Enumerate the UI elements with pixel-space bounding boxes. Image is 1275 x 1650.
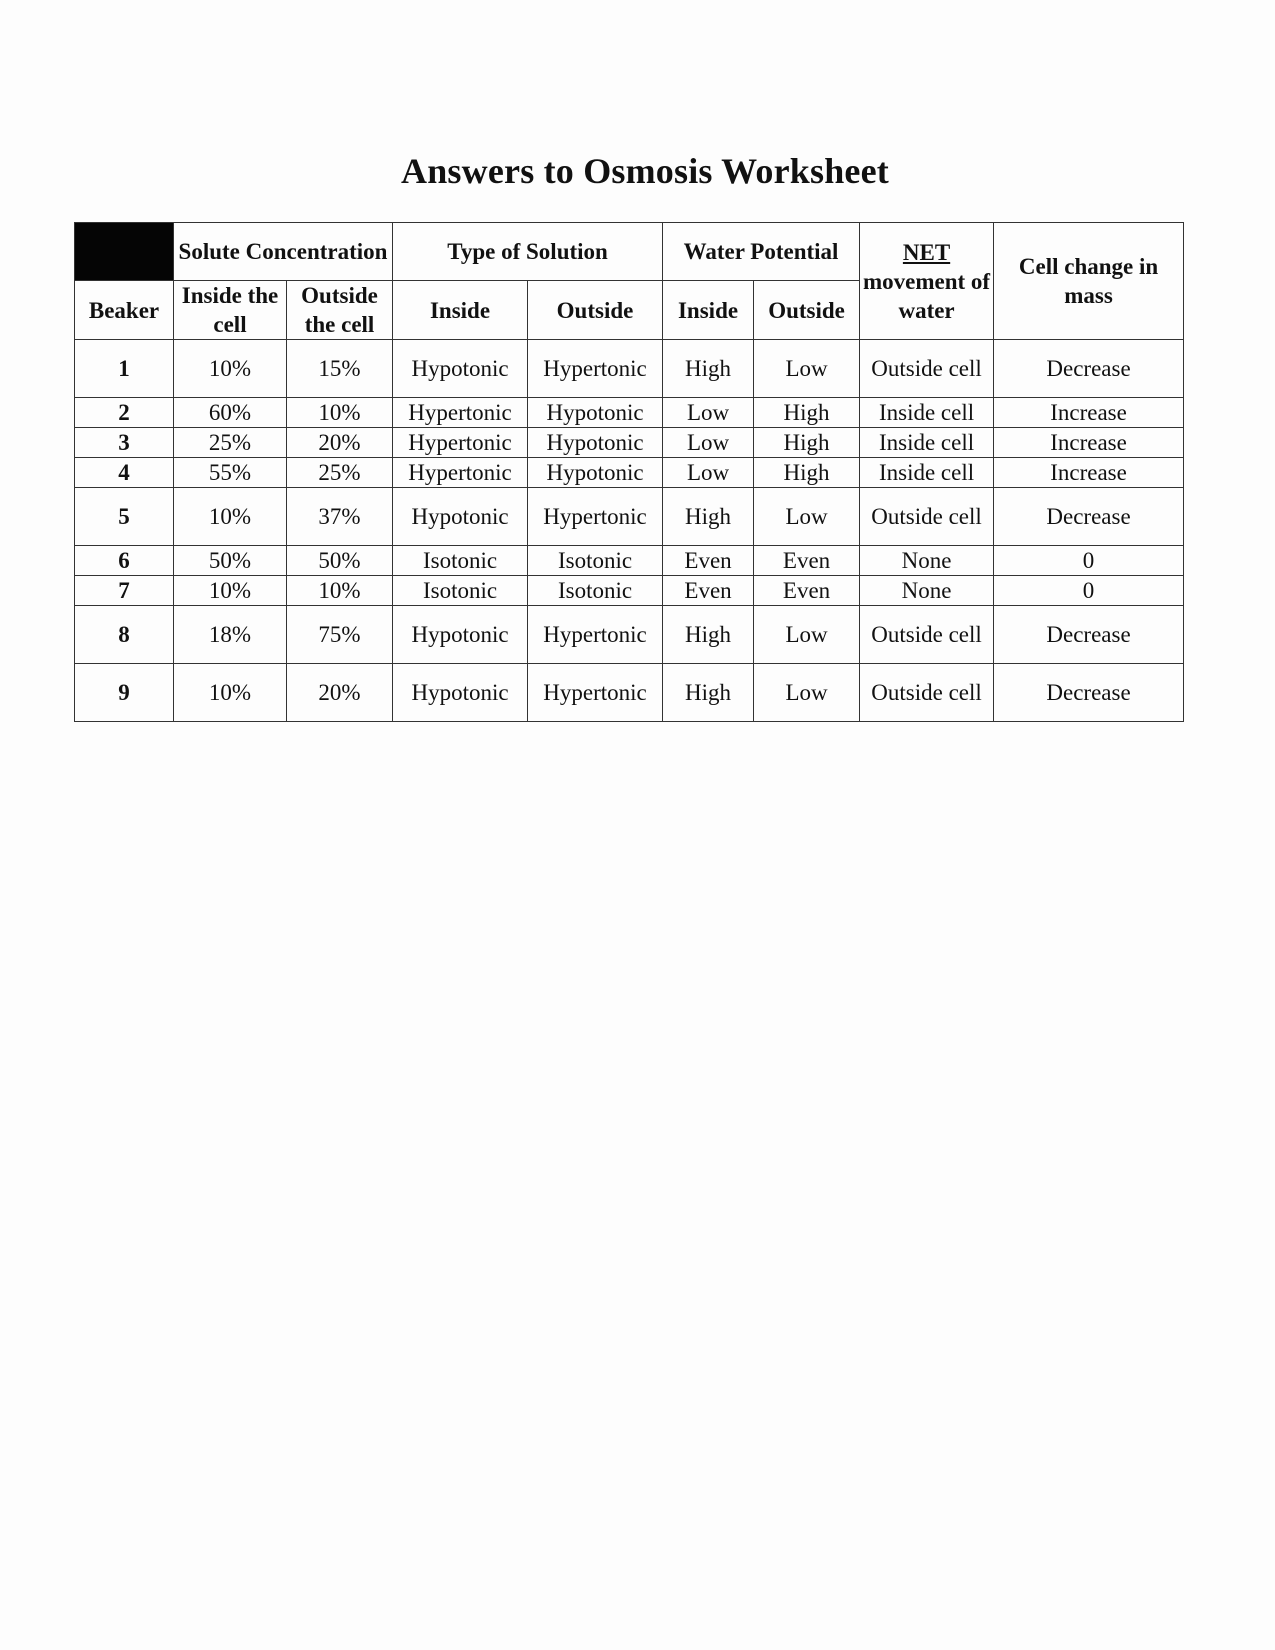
outside-concentration: 20% <box>287 664 393 722</box>
inside-solution-type: Hypertonic <box>393 398 528 428</box>
outside-solution-type: Hypertonic <box>528 488 663 546</box>
header-wp-inside: Inside <box>663 281 754 340</box>
inside-water-potential: Low <box>663 428 754 458</box>
table-row <box>75 606 1184 664</box>
net-movement: Outside cell <box>860 340 994 398</box>
net-movement: Outside cell <box>860 664 994 722</box>
net-movement: None <box>860 576 994 606</box>
inside-solution-type: Hypertonic <box>393 428 528 458</box>
outside-concentration: 10% <box>287 576 393 606</box>
header-net-movement <box>860 223 994 340</box>
outside-solution-type: Hypotonic <box>528 428 663 458</box>
table-row <box>75 664 1184 722</box>
outside-concentration: 10% <box>287 398 393 428</box>
inside-solution-type: Hypotonic <box>393 488 528 546</box>
table-row <box>75 458 1184 488</box>
net-movement: Inside cell <box>860 458 994 488</box>
inside-concentration: 10% <box>174 576 287 606</box>
outside-water-potential: High <box>754 398 860 428</box>
outside-solution-type: Isotonic <box>528 576 663 606</box>
net-movement: Inside cell <box>860 428 994 458</box>
inside-water-potential: High <box>663 664 754 722</box>
inside-solution-type: Isotonic <box>393 576 528 606</box>
outside-concentration: 20% <box>287 428 393 458</box>
cell-mass-change: Increase <box>994 458 1184 488</box>
net-movement: Outside cell <box>860 488 994 546</box>
header-beaker: Beaker <box>75 281 174 340</box>
outside-water-potential: Low <box>754 664 860 722</box>
outside-water-potential: Low <box>754 488 860 546</box>
header-type-outside: Outside <box>528 281 663 340</box>
table-row <box>75 398 1184 428</box>
outside-concentration: 37% <box>287 488 393 546</box>
cell-mass-change: Increase <box>994 428 1184 458</box>
cell-mass-change: 0 <box>994 546 1184 576</box>
outside-solution-type: Isotonic <box>528 546 663 576</box>
header-cell-change: Cell change in mass <box>994 223 1184 340</box>
inside-concentration: 60% <box>174 398 287 428</box>
redacted-header-cell <box>75 223 174 281</box>
beaker-number: 4 <box>75 458 174 488</box>
cell-mass-change: Decrease <box>994 488 1184 546</box>
osmosis-answer-table <box>74 222 1184 722</box>
outside-concentration: 25% <box>287 458 393 488</box>
page-title: Answers to Osmosis Worksheet <box>401 151 889 191</box>
inside-concentration: 10% <box>174 664 287 722</box>
outside-solution-type: Hypertonic <box>528 340 663 398</box>
outside-solution-type: Hypotonic <box>528 458 663 488</box>
cell-mass-change: Decrease <box>994 606 1184 664</box>
inside-concentration: 18% <box>174 606 287 664</box>
outside-concentration: 15% <box>287 340 393 398</box>
outside-water-potential: Low <box>754 606 860 664</box>
inside-solution-type: Hypotonic <box>393 664 528 722</box>
beaker-number: 9 <box>75 664 174 722</box>
outside-water-potential: High <box>754 458 860 488</box>
outside-water-potential: Even <box>754 546 860 576</box>
inside-solution-type: Hypotonic <box>393 340 528 398</box>
header-type-of-solution: Type of Solution <box>393 223 663 281</box>
beaker-number: 5 <box>75 488 174 546</box>
inside-water-potential: High <box>663 488 754 546</box>
cell-mass-change: Decrease <box>994 664 1184 722</box>
cell-mass-change: Increase <box>994 398 1184 428</box>
beaker-number: 8 <box>75 606 174 664</box>
table-row <box>75 488 1184 546</box>
outside-solution-type: Hypertonic <box>528 664 663 722</box>
cell-mass-change: 0 <box>994 576 1184 606</box>
table-row <box>75 576 1184 606</box>
outside-water-potential: High <box>754 428 860 458</box>
cell-mass-change: Decrease <box>994 340 1184 398</box>
inside-concentration: 10% <box>174 340 287 398</box>
beaker-number: 7 <box>75 576 174 606</box>
inside-water-potential: Even <box>663 546 754 576</box>
outside-solution-type: Hypertonic <box>528 606 663 664</box>
header-net-label: NET <box>902 239 951 265</box>
table-row <box>75 546 1184 576</box>
net-movement: None <box>860 546 994 576</box>
header-conc-outside: Outside the cell <box>287 281 393 340</box>
inside-concentration: 50% <box>174 546 287 576</box>
inside-water-potential: Low <box>663 458 754 488</box>
inside-concentration: 10% <box>174 488 287 546</box>
outside-concentration: 75% <box>287 606 393 664</box>
header-movement-label: movement of water <box>862 268 991 323</box>
net-movement: Outside cell <box>860 606 994 664</box>
outside-solution-type: Hypotonic <box>528 398 663 428</box>
inside-concentration: 25% <box>174 428 287 458</box>
outside-water-potential: Low <box>754 340 860 398</box>
header-type-inside: Inside <box>393 281 528 340</box>
beaker-number: 1 <box>75 340 174 398</box>
beaker-number: 3 <box>75 428 174 458</box>
table-row <box>75 428 1184 458</box>
inside-solution-type: Isotonic <box>393 546 528 576</box>
header-water-potential: Water Potential <box>663 223 860 281</box>
outside-water-potential: Even <box>754 576 860 606</box>
table-row <box>75 340 1184 398</box>
inside-water-potential: High <box>663 606 754 664</box>
net-movement: Inside cell <box>860 398 994 428</box>
inside-water-potential: High <box>663 340 754 398</box>
inside-solution-type: Hypotonic <box>393 606 528 664</box>
inside-solution-type: Hypertonic <box>393 458 528 488</box>
header-conc-inside: Inside the cell <box>174 281 287 340</box>
header-row-top <box>75 223 1184 281</box>
outside-concentration: 50% <box>287 546 393 576</box>
inside-water-potential: Even <box>663 576 754 606</box>
header-solute-concentration: Solute Concentration <box>174 223 393 281</box>
header-wp-outside: Outside <box>754 281 860 340</box>
inside-water-potential: Low <box>663 398 754 428</box>
inside-concentration: 55% <box>174 458 287 488</box>
beaker-number: 6 <box>75 546 174 576</box>
beaker-number: 2 <box>75 398 174 428</box>
